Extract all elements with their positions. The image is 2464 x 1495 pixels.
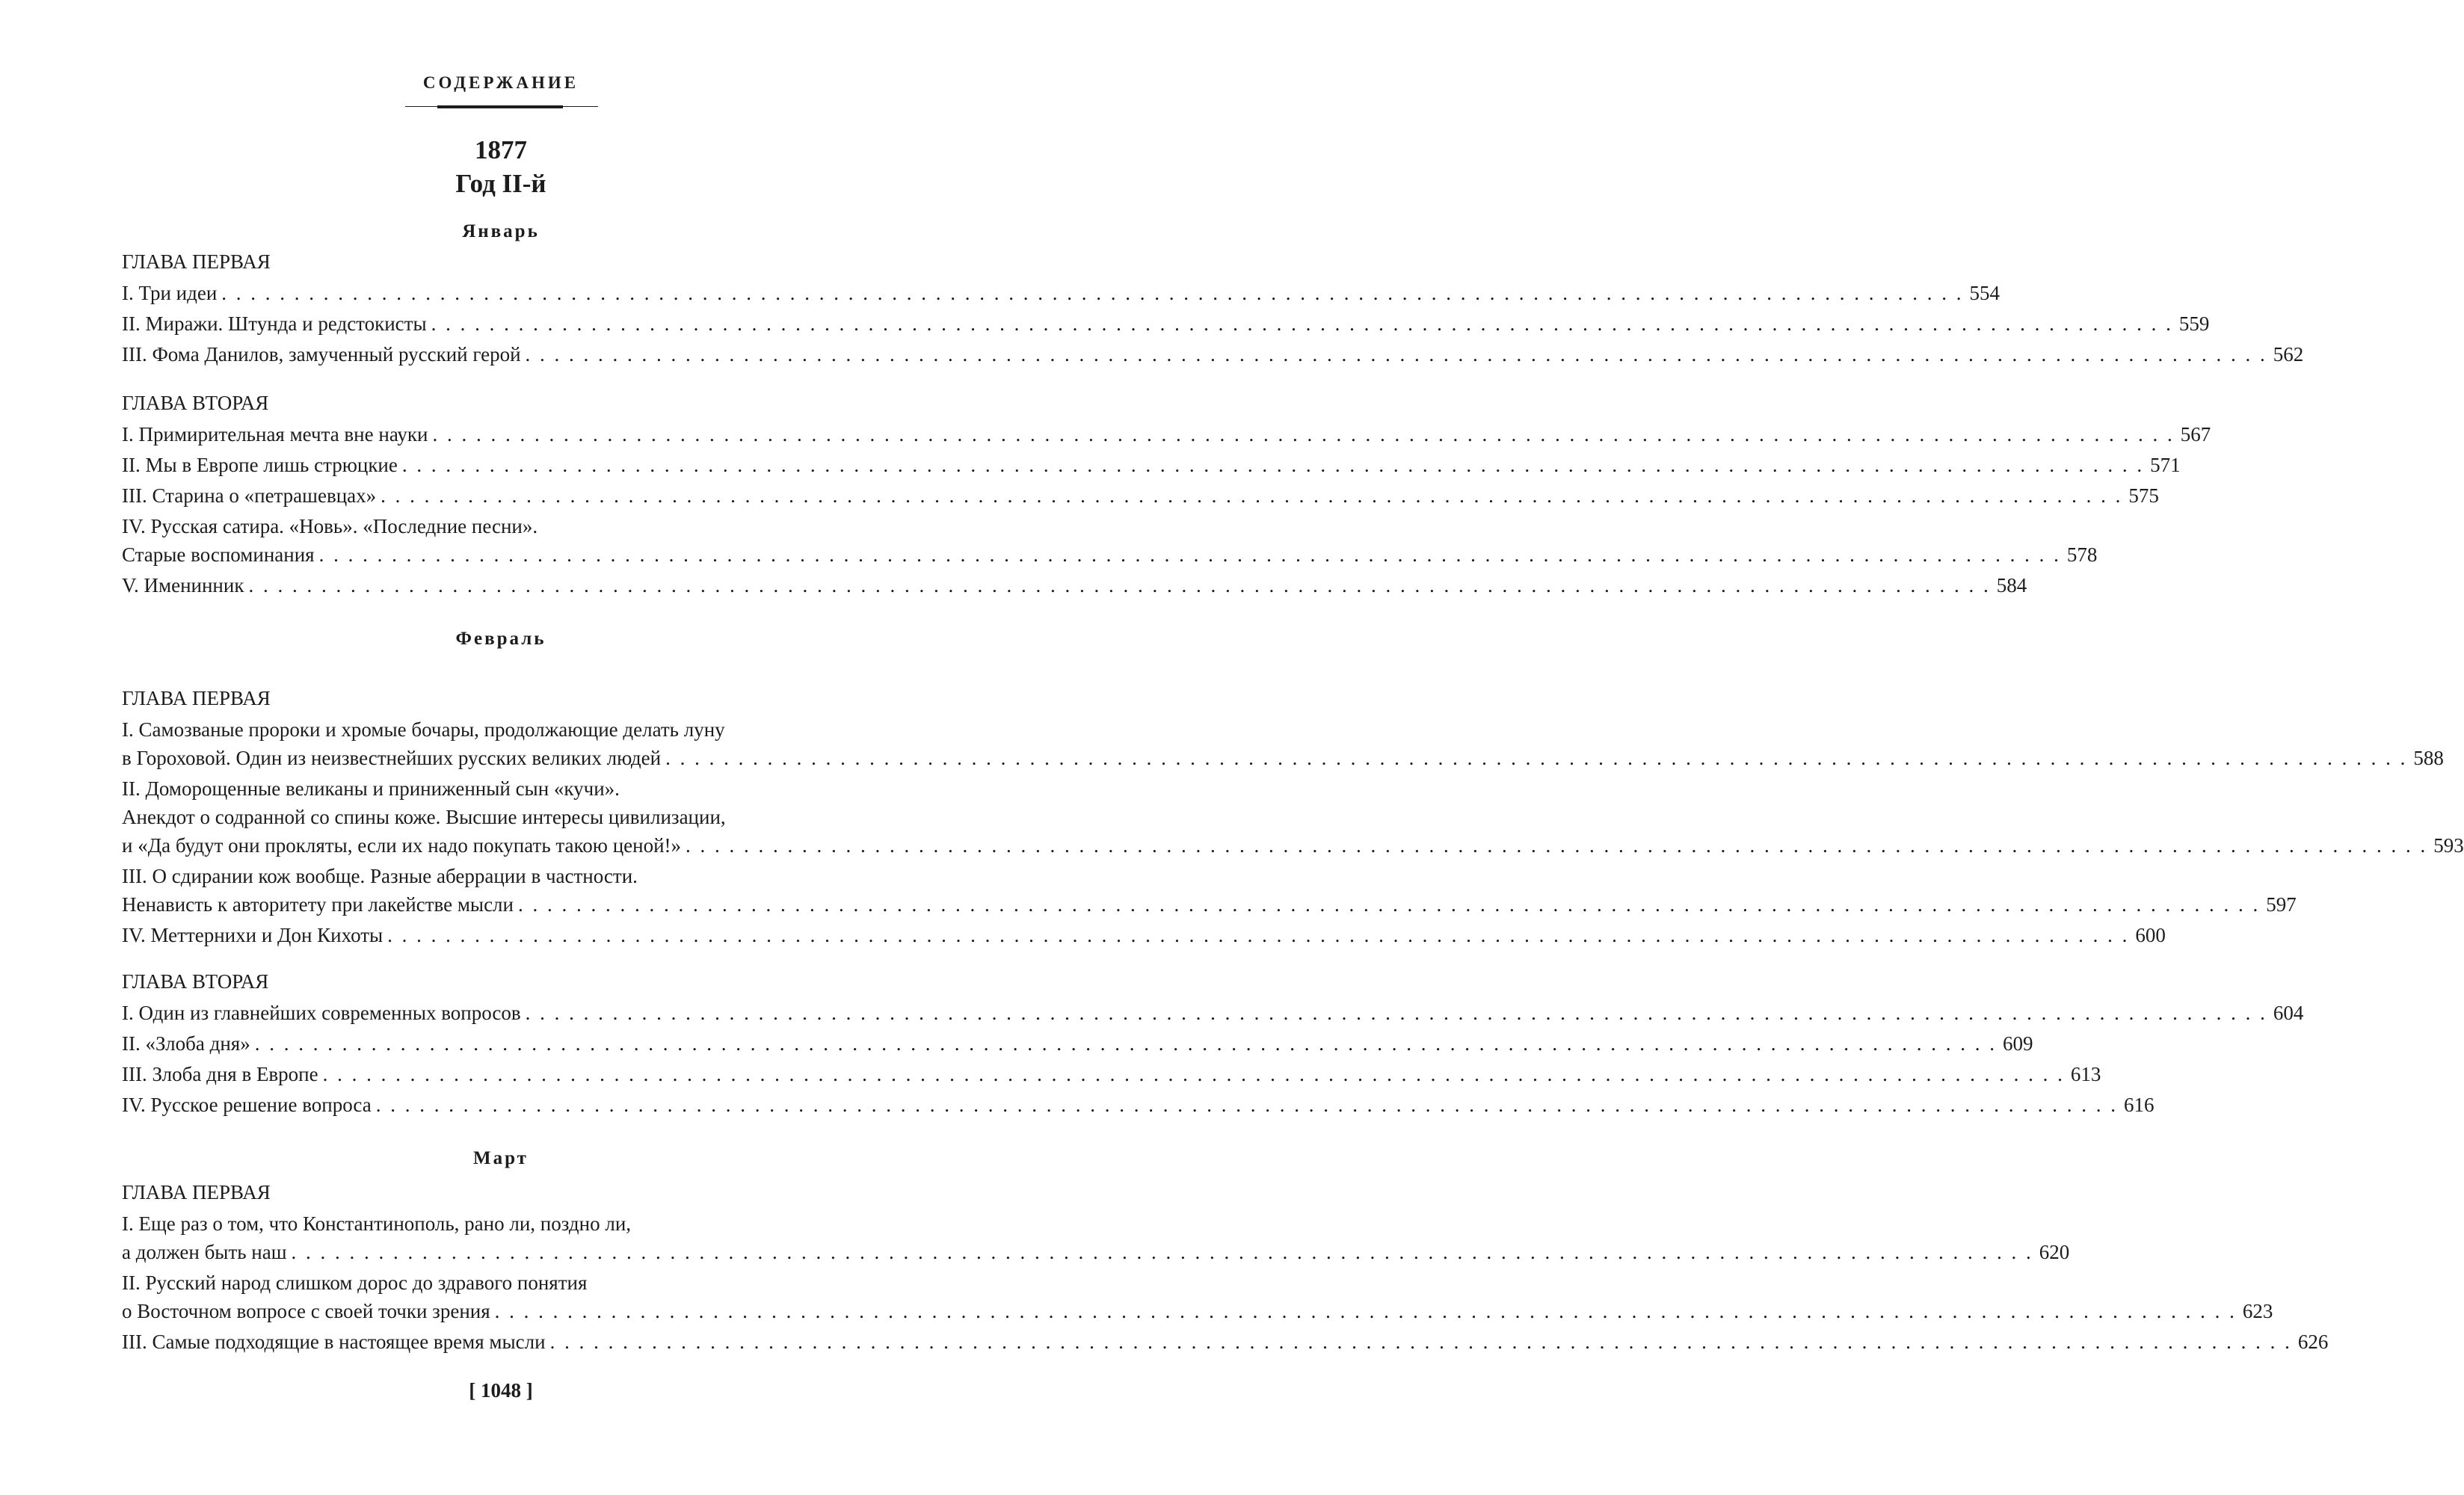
- dot-leader: . . . . . . . . . . . . . . . . . . . . . . . . . . . . . . . . . . . . . . . . . . . . . . . . . . . . . . . . . . . . . . . . . . . . . . . . . . . . . . . . . . . . . . . . . . . . . . . . . . . . . . . . . . . . . . . . . . . . . . . .: [401, 454, 2145, 476]
- toc-entry-title-line: II. Миражи. Штунда и редстокисты: [122, 312, 427, 335]
- toc-entry: [122, 715, 2444, 772]
- toc-section-february: [122, 684, 2464, 952]
- chapter-heading: ГЛАВА ПЕРВАЯ: [122, 687, 271, 709]
- toc-entry: [122, 451, 2181, 479]
- toc-entry-title-line: V. Именинник: [122, 574, 244, 597]
- chapter-heading: ГЛАВА ПЕРВАЯ: [122, 1181, 271, 1203]
- toc-page-number: 562: [2273, 343, 2304, 366]
- dot-leader: . . . . . . . . . . . . . . . . . . . . . . . . . . . . . . . . . . . . . . . . . . . . . . . . . . . . . . . . . . . . . . . . . . . . . . . . . . . . . . . . . . . . . . . . . . . . . . . . . . . . . . . . . . . . . . . . . . . . . . . .: [686, 834, 2428, 857]
- year-subtitle: Год II-й: [455, 169, 546, 198]
- toc-page-number: 567: [2180, 423, 2211, 446]
- toc-entry: [122, 1209, 2070, 1266]
- toc-entry: [122, 1060, 2101, 1088]
- dot-leader: . . . . . . . . . . . . . . . . . . . . . . . . . . . . . . . . . . . . . . . . . . . . . . . . . . . . . . . . . . . . . . . . . . . . . . . . . . . . . . . . . . . . . . . . . . . . . . . . . . . . . . . . . . . . . . . . . . . . . . . .: [318, 543, 2061, 566]
- toc-page-number: 620: [2039, 1241, 2070, 1263]
- month-heading-january: Январь: [462, 221, 540, 241]
- toc-entry-title-line: в Гороховой. Один из неизвестнейших русских великих людей: [122, 747, 662, 769]
- month-heading-march: Март: [473, 1148, 529, 1168]
- dot-leader: . . . . . . . . . . . . . . . . . . . . . . . . . . . . . . . . . . . . . . . . . . . . . . . . . . . . . . . . . . . . . . . . . . . . . . . . . . . . . . . . . . . . . . . . . . . . . . . . . . . . . . . . . . . . . . . . . . . . . . . .: [375, 1094, 2118, 1116]
- toc-page-number: 578: [2066, 543, 2098, 566]
- toc-page-number: 616: [2123, 1094, 2155, 1116]
- chapter-entries: [122, 1209, 2329, 1356]
- toc-entry-title-line: а должен быть наш: [122, 1241, 287, 1263]
- toc-entry-title-line: IV. Меттернихи и Дон Кихоты: [122, 924, 384, 946]
- chapter-heading: ГЛАВА ВТОРАЯ: [122, 392, 269, 414]
- toc-entry-title-line: IV. Русская сатира. «Новь». «Последние песни».: [122, 515, 538, 537]
- dot-leader: . . . . . . . . . . . . . . . . . . . . . . . . . . . . . . . . . . . . . . . . . . . . . . . . . . . . . . . . . . . . . . . . . . . . . . . . . . . . . . . . . . . . . . . . . . . . . . . . . . . . . . . . . . . . . . . . . . . . . . . .: [517, 893, 2261, 916]
- toc-page-number: 600: [2135, 924, 2166, 946]
- dot-leader: . . . . . . . . . . . . . . . . . . . . . . . . . . . . . . . . . . . . . . . . . . . . . . . . . . . . . . . . . . . . . . . . . . . . . . . . . . . . . . . . . . . . . . . . . . . . . . . . . . . . . . . . . . . . . . . . . . . . . . . .: [525, 343, 2267, 366]
- toc-entry-title-line: III. Злоба дня в Европе: [122, 1063, 318, 1085]
- toc-page-number: 584: [1996, 574, 2027, 597]
- chapter-entries: [122, 999, 2304, 1119]
- toc-entry-title-line: IV. Русское решение вопроса: [122, 1094, 372, 1116]
- chapter-heading: ГЛАВА ПЕРВАЯ: [122, 250, 271, 273]
- toc-entry: [122, 1091, 2155, 1119]
- toc-page-number: 575: [2128, 484, 2159, 507]
- toc-entry-title-line: I. Один из главнейших современных вопросов: [122, 1002, 521, 1024]
- toc-entry-title-line: I. Примирительная мечта вне науки: [122, 423, 428, 446]
- toc-section-january: [122, 247, 2304, 371]
- toc-entry-title-line: I. Три идеи: [122, 282, 218, 304]
- toc-entry: [122, 999, 2304, 1027]
- toc-entry: [122, 512, 2098, 569]
- toc-section-march: [122, 1178, 2329, 1358]
- toc-entry-title-line: о Восточном вопросе с своей точки зрения: [122, 1300, 490, 1322]
- toc-entry-title-line: III. Старина о «петрашевцах»: [122, 484, 377, 507]
- chapter-heading: ГЛАВА ВТОРАЯ: [122, 970, 269, 993]
- page-number: [ 1048 ]: [469, 1379, 533, 1402]
- dot-leader: . . . . . . . . . . . . . . . . . . . . . . . . . . . . . . . . . . . . . . . . . . . . . . . . . . . . . . . . . . . . . . . . . . . . . . . . . . . . . . . . . . . . . . . . . . . . . . . . . . . . . . . . . . . . . . . . . . . . . . . .: [549, 1331, 2292, 1353]
- toc-page-number: 593: [2433, 834, 2464, 857]
- toc-entry: [122, 1029, 2033, 1058]
- ornamental-rule-bar: [437, 105, 563, 108]
- toc-page-number: 613: [2070, 1063, 2101, 1085]
- toc-page-number: 597: [2266, 893, 2297, 916]
- month-heading-february: Февраль: [455, 629, 546, 649]
- toc-entry-title-line: Ненависть к авторитету при лакействе мысли: [122, 893, 514, 916]
- toc-section-january-2: [122, 389, 2211, 602]
- toc-entry: [122, 1269, 2273, 1325]
- toc-page-number: 559: [2178, 312, 2210, 335]
- toc-entry-title-line: Старые воспоминания: [122, 543, 315, 566]
- toc-entry-title-line: Анекдот о содранной со спины коже. Высшие интересы цивилизации,: [122, 806, 726, 828]
- toc-entry-title-line: II. Доморощенные великаны и приниженный сын «кучи».: [122, 777, 620, 800]
- toc-entry: [122, 340, 2304, 369]
- dot-leader: . . . . . . . . . . . . . . . . . . . . . . . . . . . . . . . . . . . . . . . . . . . . . . . . . . . . . . . . . . . . . . . . . . . . . . . . . . . . . . . . . . . . . . . . . . . . . . . . . . . . . . . . . . . . . . . . . . . . . . . .: [525, 1002, 2267, 1024]
- dot-leader: . . . . . . . . . . . . . . . . . . . . . . . . . . . . . . . . . . . . . . . . . . . . . . . . . . . . . . . . . . . . . . . . . . . . . . . . . . . . . . . . . . . . . . . . . . . . . . . . . . . . . . . . . . . . . . . . . . . . . . . .: [322, 1063, 2065, 1085]
- dot-leader: . . . . . . . . . . . . . . . . . . . . . . . . . . . . . . . . . . . . . . . . . . . . . . . . . . . . . . . . . . . . . . . . . . . . . . . . . . . . . . . . . . . . . . . . . . . . . . . . . . . . . . . . . . . . . . . . . . . . . . . .: [381, 484, 2123, 507]
- toc-entry-title-line: I. Еще раз о том, что Константинополь, рано ли, поздно ли,: [122, 1212, 632, 1235]
- dot-leader: . . . . . . . . . . . . . . . . . . . . . . . . . . . . . . . . . . . . . . . . . . . . . . . . . . . . . . . . . . . . . . . . . . . . . . . . . . . . . . . . . . . . . . . . . . . . . . . . . . . . . . . . . . . . . . . . . . . . . . . .: [291, 1241, 2033, 1263]
- year-heading: 1877: [475, 135, 527, 164]
- dot-leader: . . . . . . . . . . . . . . . . . . . . . . . . . . . . . . . . . . . . . . . . . . . . . . . . . . . . . . . . . . . . . . . . . . . . . . . . . . . . . . . . . . . . . . . . . . . . . . . . . . . . . . . . . . . . . . . . . . . . . . . .: [387, 924, 2130, 946]
- toc-section-february-2: [122, 967, 2304, 1121]
- dot-leader: . . . . . . . . . . . . . . . . . . . . . . . . . . . . . . . . . . . . . . . . . . . . . . . . . . . . . . . . . . . . . . . . . . . . . . . . . . . . . . . . . . . . . . . . . . . . . . . . . . . . . . . . . . . . . . . . . . . . . . . .: [431, 312, 2173, 335]
- toc-page-number: 604: [2273, 1002, 2304, 1024]
- dot-leader: . . . . . . . . . . . . . . . . . . . . . . . . . . . . . . . . . . . . . . . . . . . . . . . . . . . . . . . . . . . . . . . . . . . . . . . . . . . . . . . . . . . . . . . . . . . . . . . . . . . . . . . . . . . . . . . . . . . . . . . .: [248, 574, 1991, 597]
- toc-entry: [122, 481, 2159, 510]
- dot-leader: . . . . . . . . . . . . . . . . . . . . . . . . . . . . . . . . . . . . . . . . . . . . . . . . . . . . . . . . . . . . . . . . . . . . . . . . . . . . . . . . . . . . . . . . . . . . . . . . . . . . . . . . . . . . . . . . . . . . . . . .: [221, 282, 1964, 304]
- toc-page-number: 571: [2150, 454, 2181, 476]
- toc-entry: [122, 1328, 2329, 1356]
- running-head: СОДЕРЖАНИЕ: [422, 73, 579, 92]
- toc-page-number: 609: [2002, 1032, 2033, 1055]
- chapter-entries: [122, 279, 2304, 369]
- dot-leader: . . . . . . . . . . . . . . . . . . . . . . . . . . . . . . . . . . . . . . . . . . . . . . . . . . . . . . . . . . . . . . . . . . . . . . . . . . . . . . . . . . . . . . . . . . . . . . . . . . . . . . . . . . . . . . . . . . . . . . . .: [432, 423, 2175, 446]
- chapter-entries: [122, 715, 2464, 949]
- toc-entry-title-line: и «Да будут они прокляты, если их надо покупать такою ценой!»: [122, 834, 682, 857]
- toc-entry-title-line: III. О сдирании кож вообще. Разные аберрации в частности.: [122, 865, 638, 887]
- dot-leader: . . . . . . . . . . . . . . . . . . . . . . . . . . . . . . . . . . . . . . . . . . . . . . . . . . . . . . . . . . . . . . . . . . . . . . . . . . . . . . . . . . . . . . . . . . . . . . . . . . . . . . . . . . . . . . . . . . . . . . . .: [254, 1032, 1997, 1055]
- toc-entry-title-line: III. Самые подходящие в настоящее время мысли: [122, 1331, 546, 1353]
- toc-entry: [122, 309, 2210, 338]
- dot-leader: . . . . . . . . . . . . . . . . . . . . . . . . . . . . . . . . . . . . . . . . . . . . . . . . . . . . . . . . . . . . . . . . . . . . . . . . . . . . . . . . . . . . . . . . . . . . . . . . . . . . . . . . . . . . . . . . . . . . . . . .: [665, 747, 2408, 769]
- toc-entry-title-line: II. Русский народ слишком дорос до здравого понятия: [122, 1271, 588, 1294]
- toc-entry-title-line: III. Фома Данилов, замученный русский герой: [122, 343, 521, 366]
- toc-entry: [122, 571, 2027, 599]
- toc-page-number: 588: [2413, 747, 2444, 769]
- toc-entry: [122, 862, 2297, 919]
- toc-page-number: 623: [2242, 1300, 2273, 1322]
- toc-entry-title-line: I. Самозваные пророки и хромые бочары, продолжающие делать луну: [122, 718, 725, 741]
- toc-page-number: 554: [1969, 282, 2001, 304]
- toc-entry: [122, 774, 2464, 860]
- toc-entry-title-line: II. «Злоба дня»: [122, 1032, 250, 1055]
- toc-entry: [122, 420, 2211, 449]
- chapter-entries: [122, 420, 2211, 599]
- toc-entry: [122, 921, 2166, 949]
- dot-leader: . . . . . . . . . . . . . . . . . . . . . . . . . . . . . . . . . . . . . . . . . . . . . . . . . . . . . . . . . . . . . . . . . . . . . . . . . . . . . . . . . . . . . . . . . . . . . . . . . . . . . . . . . . . . . . . . . . . . . . . .: [494, 1300, 2237, 1322]
- toc-entry: [122, 279, 2001, 307]
- toc-entry-title-line: II. Мы в Европе лишь стрюцкие: [122, 454, 398, 476]
- toc-page-number: 626: [2297, 1331, 2329, 1353]
